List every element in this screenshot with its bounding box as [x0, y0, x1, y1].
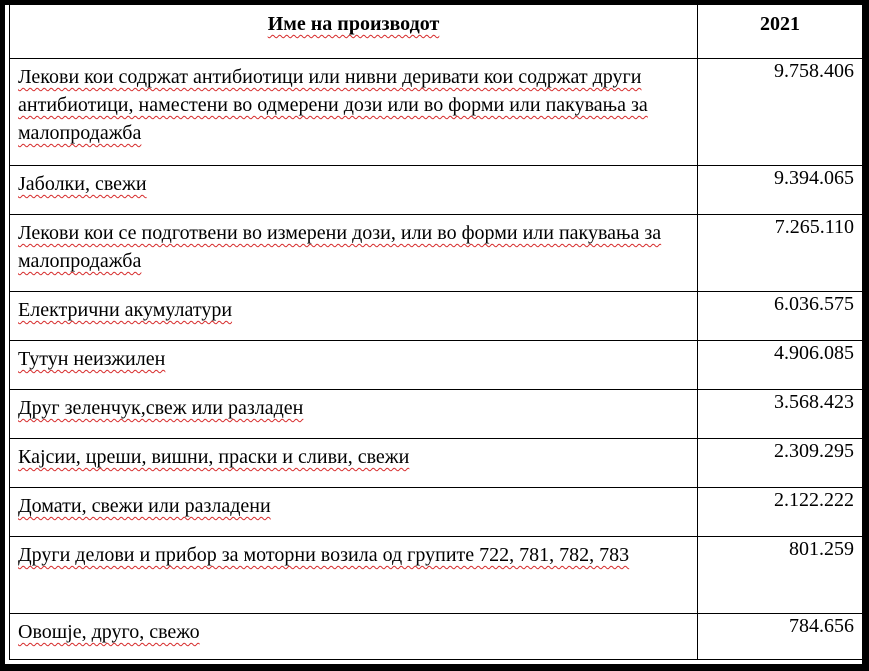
table-row [10, 488, 863, 537]
value-cell: 3.568.423 [698, 390, 863, 439]
table-row [10, 166, 863, 215]
product-name-cell: Друг зеленчук,свеж или разладен [10, 390, 698, 439]
header-year: 2021 [698, 5, 863, 59]
header-row [10, 5, 863, 59]
table-row [10, 614, 863, 660]
value-cell: 6.036.575 [698, 292, 863, 341]
table-row [10, 215, 863, 292]
value-cell: 9.394.065 [698, 166, 863, 215]
value-cell: 784.656 [698, 614, 863, 660]
table-row [10, 59, 863, 166]
header-product-name: Име на производот [10, 5, 698, 59]
table-row [10, 439, 863, 488]
value-cell: 9.758.406 [698, 59, 863, 166]
table-row [10, 390, 863, 439]
products-table [9, 4, 863, 660]
value-cell: 2.122.222 [698, 488, 863, 537]
value-cell: 4.906.085 [698, 341, 863, 390]
product-name-cell: Домати, свежи или разладени [10, 488, 698, 537]
product-name-cell: Јаболки, свежи [10, 166, 698, 215]
product-name-cell: Електрични акумулатури [10, 292, 698, 341]
product-name-cell: Кајсии, цреши, вишни, праски и сливи, свежи [10, 439, 698, 488]
product-name-cell: Тутун неизжилен [10, 341, 698, 390]
table-row [10, 537, 863, 614]
product-name-cell: Други делови и прибор за моторни возила од групите 722, 781, 782, 783 [10, 537, 698, 614]
value-cell: 7.265.110 [698, 215, 863, 292]
value-cell: 2.309.295 [698, 439, 863, 488]
table-row [10, 341, 863, 390]
product-name-cell: Лекови кои содржат антибиотици или нивни деривати кои содржат други антибиотици, наместени во одмерени дози или во форми или пакувања за малопродажба [10, 59, 698, 166]
product-name-cell: Лекови кои се подготвени во измерени дози, или во форми или пакувања за малопродажба [10, 215, 698, 292]
value-cell: 801.259 [698, 537, 863, 614]
table-row [10, 292, 863, 341]
product-name-cell: Овошје, друго, свежо [10, 614, 698, 660]
